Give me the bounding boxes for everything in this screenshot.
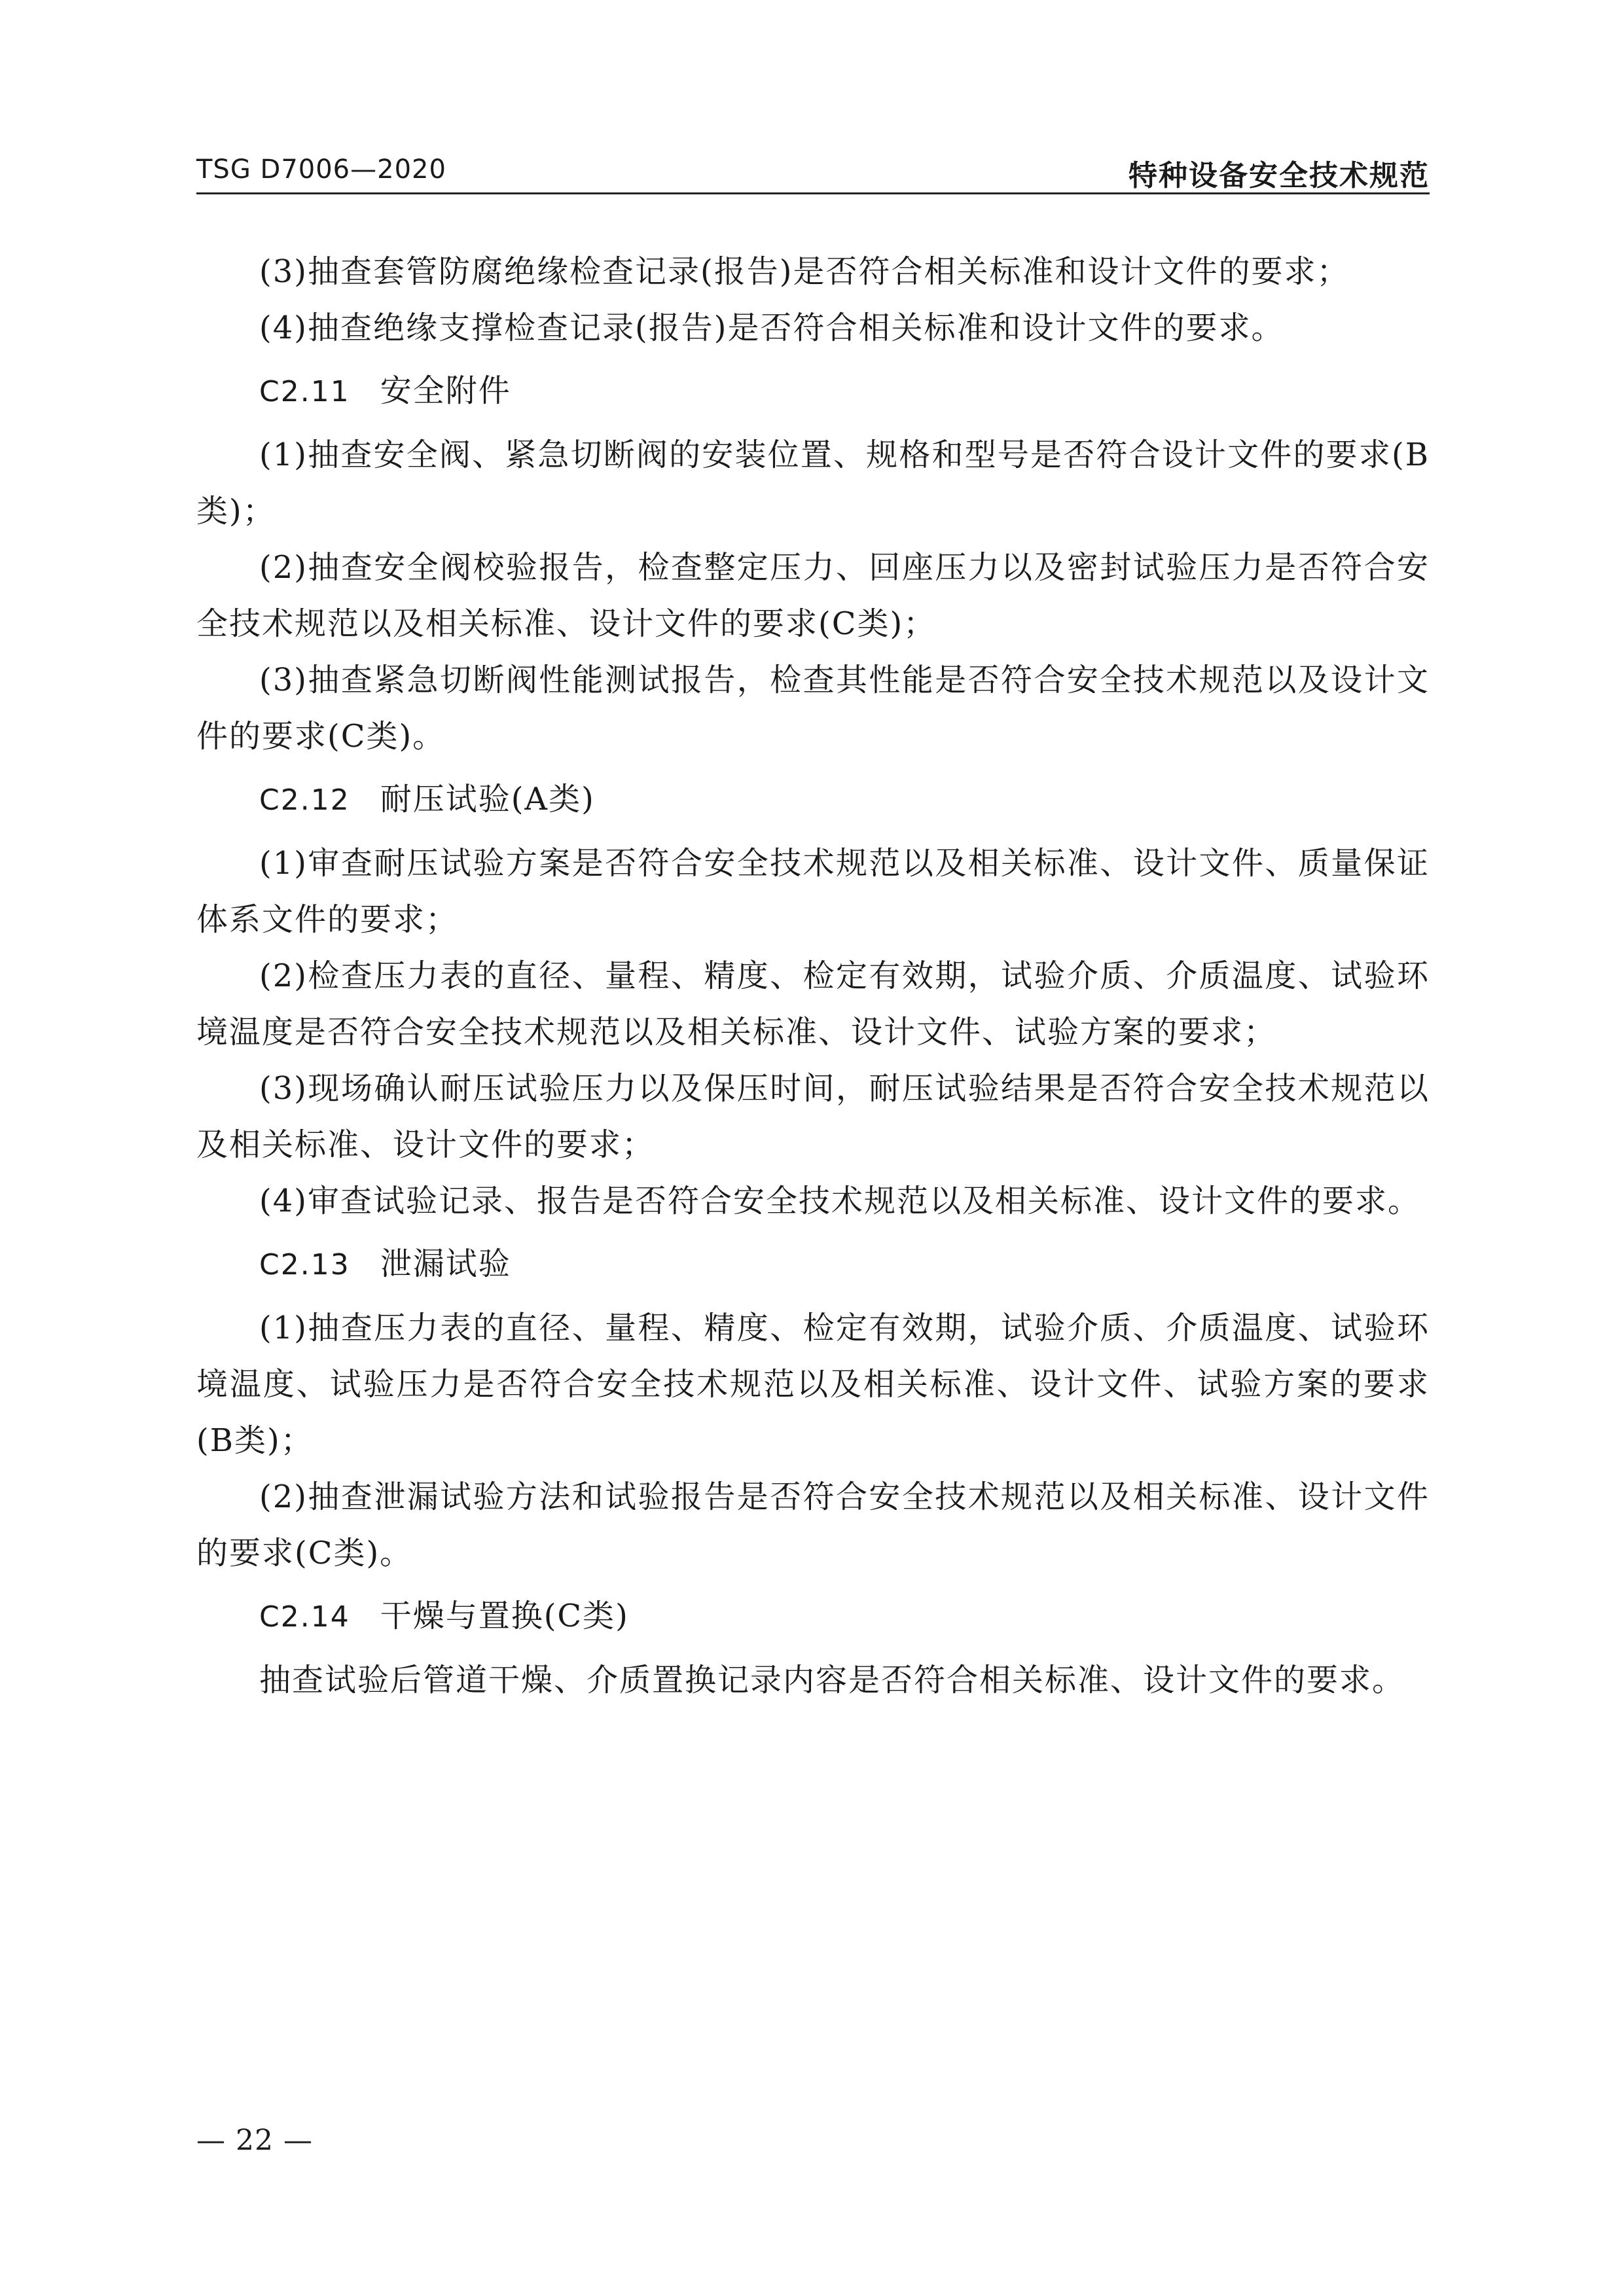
section-number: C2.12 xyxy=(259,783,350,817)
paragraph: (1)审查耐压试验方案是否符合安全技术规范以及相关标准、设计文件、质量保证体系文件的要求； xyxy=(196,845,1430,938)
paragraph: (2)抽查泄漏试验方法和试验报告是否符合安全技术规范以及相关标准、设计文件的要求(C类)。 xyxy=(196,1479,1430,1571)
section-heading xyxy=(196,363,1430,420)
paragraph: (3)抽查套管防腐绝缘检查记录(报告)是否符合相关标准和设计文件的要求； xyxy=(259,253,1350,290)
paragraph: (3)现场确认耐压试验压力以及保压时间，耐压试验结果是否符合安全技术规范以及相关标准、设计文件的要求； xyxy=(196,1070,1430,1163)
page-body xyxy=(196,243,1430,1708)
page-number: — 22 — xyxy=(196,2124,313,2157)
section-title: 安全附件 xyxy=(380,372,511,409)
paragraph: (2)检查压力表的直径、量程、精度、检定有效期，试验介质、介质温度、试验环境温度是否符合安全技术规范以及相关标准、设计文件、试验方案的要求； xyxy=(196,958,1430,1050)
section-heading xyxy=(196,1236,1430,1293)
section-heading xyxy=(196,771,1430,829)
section-number: C2.13 xyxy=(259,1248,350,1282)
section-title: 泄漏试验 xyxy=(380,1246,511,1282)
section-title: 耐压试验(A类) xyxy=(380,781,595,817)
section-number: C2.11 xyxy=(259,375,350,408)
paragraph: (2)抽查安全阀校验报告，检查整定压力、回座压力以及密封试验压力是否符合安全技术规范以及相关标准、设计文件的要求(C类)； xyxy=(196,549,1430,642)
section-title: 干燥与置换(C类) xyxy=(380,1598,629,1634)
document-series-title: 特种设备安全技术规范 xyxy=(1128,159,1430,192)
paragraph: 抽查试验后管道干燥、介质置换记录内容是否符合相关标准、设计文件的要求。 xyxy=(259,1662,1405,1698)
section-heading xyxy=(196,1588,1430,1645)
paragraph: (4)审查试验记录、报告是否符合安全技术规范以及相关标准、设计文件的要求。 xyxy=(259,1183,1420,1219)
page-header xyxy=(196,152,1430,194)
standard-code: TSG D7006—2020 xyxy=(196,154,446,185)
paragraph: (1)抽查压力表的直径、量程、精度、检定有效期，试验介质、介质温度、试验环境温度、试验压力是否符合安全技术规范以及相关标准、设计文件、试验方案的要求(B类)； xyxy=(196,1310,1430,1459)
paragraph: (4)抽查绝缘支撑检查记录(报告)是否符合相关标准和设计文件的要求。 xyxy=(259,310,1284,346)
paragraph: (3)抽查紧急切断阀性能测试报告，检查其性能是否符合安全技术规范以及设计文件的要求(C类)。 xyxy=(196,662,1430,755)
paragraph: (1)抽查安全阀、紧急切断阀的安装位置、规格和型号是否符合设计文件的要求(B类)； xyxy=(196,437,1430,529)
section-number: C2.14 xyxy=(259,1600,350,1634)
